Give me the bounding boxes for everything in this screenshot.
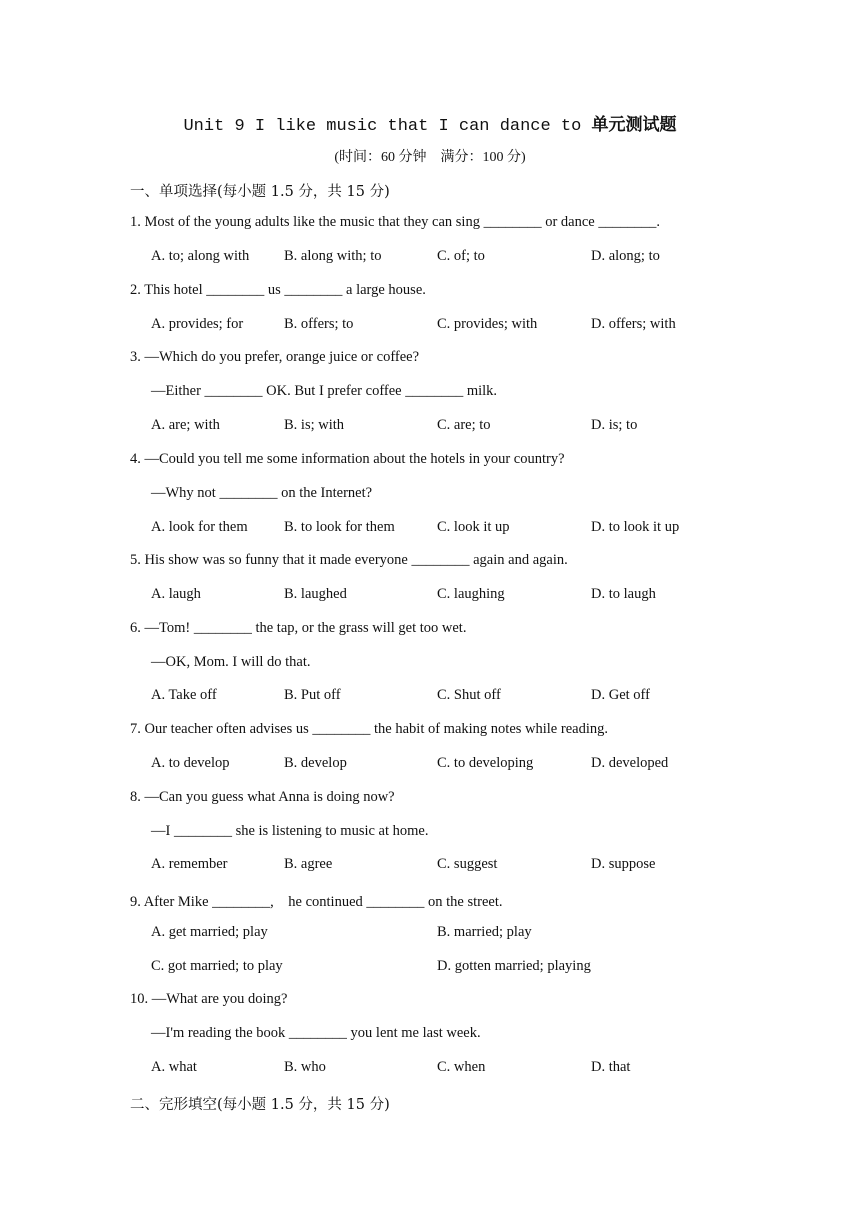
- question-1-option-b: B. along with; to: [284, 248, 382, 264]
- question-5-stem: 5. His show was so funny that it made everyone ________ again and again.: [130, 552, 568, 568]
- question-7-option-d: D. developed: [591, 755, 669, 771]
- question-8-option-c: C. suggest: [437, 856, 498, 872]
- question-4-option-c: C. look it up: [437, 519, 510, 535]
- question-6-option-d: D. Get off: [591, 687, 650, 703]
- question-9-option-c: C. got married; to play: [151, 958, 283, 974]
- question-1-option-a: A. to; along with: [151, 248, 250, 264]
- question-2-option-d: D. offers; with: [591, 316, 676, 332]
- question-5-option-c: C. laughing: [437, 586, 505, 602]
- question-3-stem: 3. —Which do you prefer, orange juice or coffee?: [130, 349, 420, 365]
- question-8-stem-reply: —I ________ she is listening to music at home.: [151, 823, 429, 839]
- question-3-option-a: A. are; with: [151, 417, 220, 433]
- section-heading-1: 一、单项选择(每小题 1.5 分，共 15 分): [130, 184, 390, 200]
- question-10-option-b: B. who: [284, 1059, 326, 1075]
- question-6-option-b: B. Put off: [284, 687, 341, 703]
- question-4-stem-reply: —Why not ________ on the Internet?: [151, 485, 373, 501]
- question-6-option-a: A. Take off: [151, 687, 217, 703]
- question-3-option-b: B. is; with: [284, 417, 345, 433]
- question-4-option-d: D. to look it up: [591, 519, 680, 535]
- question-9-option-a: A. get married; play: [151, 924, 268, 940]
- question-8-stem: 8. —Can you guess what Anna is doing now?: [130, 789, 395, 805]
- question-10-option-c: C. when: [437, 1059, 486, 1075]
- question-3-option-d: D. is; to: [591, 417, 638, 433]
- question-2-option-b: B. offers; to: [284, 316, 354, 332]
- question-6-stem: 6. —Tom! ________ the tap, or the grass will get too wet.: [130, 620, 467, 636]
- page-subtitle: (时间：60 分钟 满分：100 分): [334, 150, 526, 165]
- question-2-option-a: A. provides; for: [151, 316, 244, 332]
- question-10-option-a: A. what: [151, 1059, 197, 1075]
- question-9-stem: 9. After Mike ________, he continued ________ on the street.: [130, 894, 503, 910]
- question-9-option-b: B. married; play: [437, 924, 532, 940]
- question-3-stem-reply: —Either ________ OK. But I prefer coffee ________ milk.: [151, 383, 498, 399]
- question-1-stem: 1. Most of the young adults like the music that they can sing ________ or dance ________.: [130, 214, 660, 230]
- question-5-option-d: D. to laugh: [591, 586, 656, 602]
- page-title: [0, 110, 860, 136]
- question-1-option-c: C. of; to: [437, 248, 485, 264]
- section-heading-2: 二、完形填空(每小题 1.5 分，共 15 分): [130, 1097, 390, 1113]
- question-5-option-a: A. laugh: [151, 586, 201, 602]
- question-7-option-a: A. to develop: [151, 755, 230, 771]
- question-4-option-a: A. look for them: [151, 519, 248, 535]
- title-chinese: 单元测试题: [591, 115, 677, 135]
- question-2-option-c: C. provides; with: [437, 316, 538, 332]
- question-8-option-a: A. remember: [151, 856, 228, 872]
- question-7-option-c: C. to developing: [437, 755, 534, 771]
- question-6-stem-reply: —OK, Mom. I will do that.: [151, 654, 311, 670]
- question-8-option-d: D. suppose: [591, 856, 656, 872]
- question-3-option-c: C. are; to: [437, 417, 491, 433]
- question-6-option-c: C. Shut off: [437, 687, 501, 703]
- question-10-option-d: D. that: [591, 1059, 631, 1075]
- question-7-stem: 7. Our teacher often advises us ________ the habit of making notes while reading.: [130, 721, 608, 737]
- question-7-option-b: B. develop: [284, 755, 347, 771]
- question-10-stem-reply: —I'm reading the book ________ you lent me last week.: [151, 1025, 481, 1041]
- question-8-option-b: B. agree: [284, 856, 333, 872]
- question-10-stem: 10. —What are you doing?: [130, 991, 288, 1007]
- question-9-option-d: D. gotten married; playing: [437, 958, 591, 974]
- question-1-option-d: D. along; to: [591, 248, 660, 264]
- title-english: Unit 9 I like music that I can dance to: [183, 117, 592, 136]
- question-2-stem: 2. This hotel ________ us ________ a large house.: [130, 282, 426, 298]
- question-4-option-b: B. to look for them: [284, 519, 395, 535]
- question-5-option-b: B. laughed: [284, 586, 347, 602]
- question-4-stem: 4. —Could you tell me some information about the hotels in your country?: [130, 451, 565, 467]
